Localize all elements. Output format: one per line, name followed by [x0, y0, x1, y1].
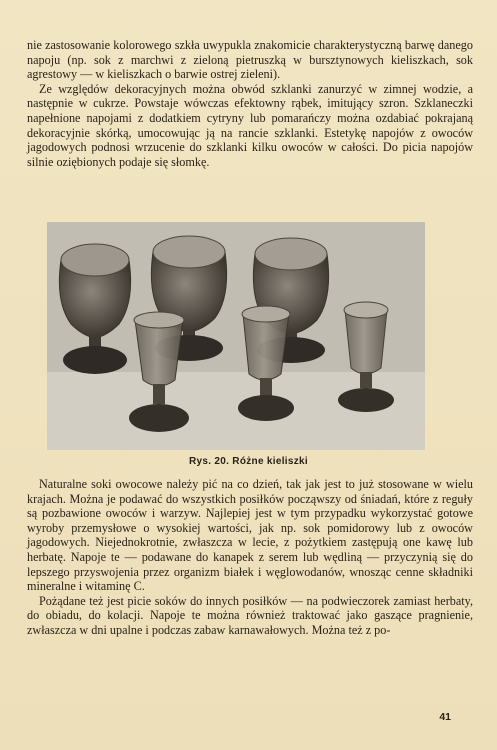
glasses-photo	[47, 222, 425, 450]
paragraph-colored-glass: nie zastosowanie kolorowego szkła uwypukla znakomicie charakterystyczną barwę danego napoju (np. sok z marchwi z zieloną pietruszką w bursztynowych kieliszkach, sok agrestowy — w kieliszkach o barwie ostrej zieleni).	[27, 38, 473, 82]
paragraph-other-meals: Pożądane też jest picie soków do innych posiłków — na podwieczorek zamiast herbaty, do obiadu, do kolacji. Napoje te można również traktować jako gaszące pragnienie, zwłaszcza w dni upalne i podczas zabaw karnawałowych. Można też z po-	[27, 593, 473, 637]
bottom-text-block	[27, 477, 473, 638]
page-number: 41	[439, 711, 451, 723]
glasses-illustration	[47, 222, 425, 450]
paragraph-natural-juices: Naturalne soki owocowe należy pić na co dzień, tak jak jest to już stosowane w wielu krajach. Można je podawać do wszystkich posiłków począwszy od śniadań, które z reguły są pozbawione owoców i warzyw. Najlepiej jest w tym przypadku wykorzystać gotowe wyroby przemysłowe o wysokiej wartości, jak np. sok pomidorowy lub z owoców jagodowych. Niejednokrotnie, zwłaszcza w lecie, z pożytkiem zastępują one kawę lub herbatę. Napoje te — podawane do kanapek z serem lub wędliną — przyczynią się do lepszego przyswojenia przez organizm białek i węglowodanów, wnosząc cenne składniki mineralne i witaminę C.	[27, 477, 473, 594]
paragraph-decoration: Ze względów dekoracyjnych można obwód szklanki zanurzyć w zimnej wodzie, a następnie w cukrze. Powstaje wówczas efektowny rąbek, imitujący szron. Szklaneczki napełnione napojami z dodatkiem cytryny lub pomarańczy można ozdabiać pokrajaną dekoracyjnie skórką, umocowując ją na rancie szklanki. Estetykę napojów z owoców jagodowych podnosi wrzucenie do szklanki kilku owoców w całości. Do picia napojów silnie oziębionych podaje się słomkę.	[27, 81, 473, 169]
figure-caption: Rys. 20. Różne kieliszki	[189, 456, 308, 467]
snifter-glass-left	[59, 244, 130, 374]
top-text-block	[27, 38, 473, 169]
